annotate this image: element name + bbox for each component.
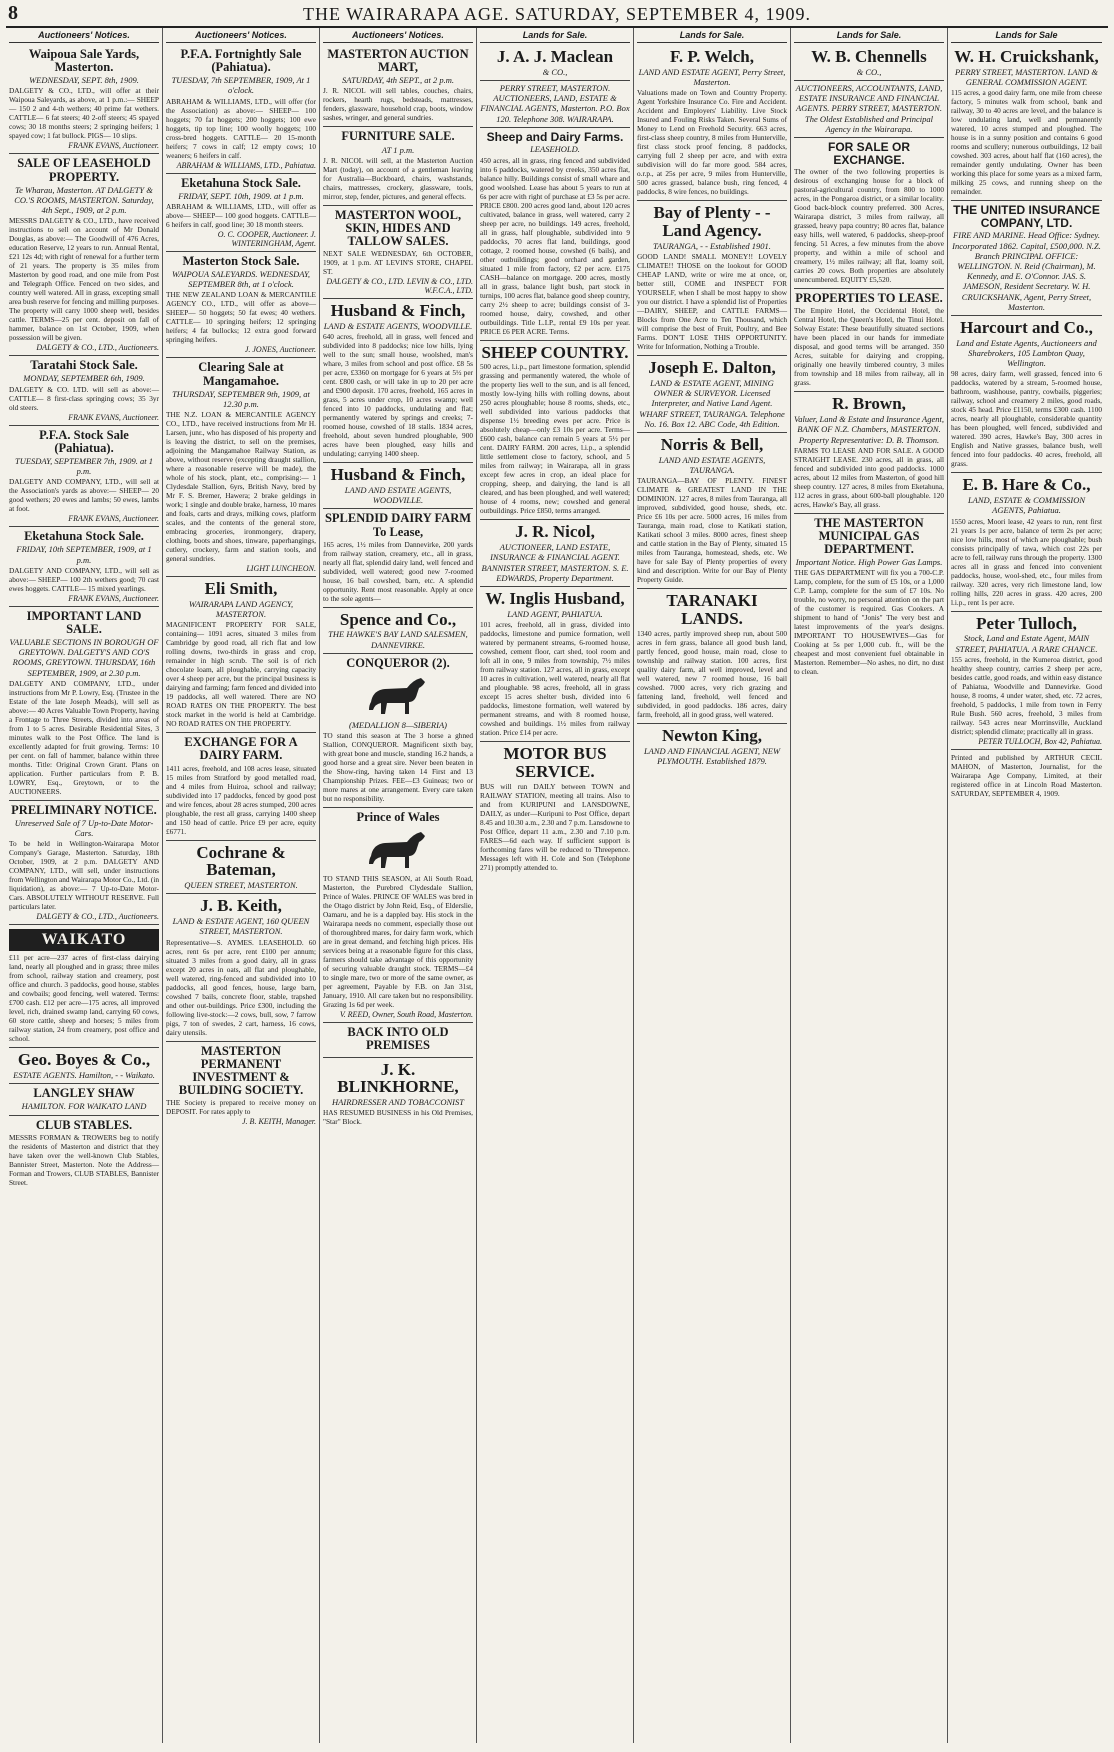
ad-signature: LIGHT LUNCHEON. xyxy=(246,564,316,574)
column-5 xyxy=(634,28,791,1743)
ad-title: TARANAKI LANDS. xyxy=(666,591,758,628)
ad-subtitle: PERRY STREET, MASTERTON. LAND & GENERAL COMMISSION AGENT. xyxy=(954,66,1099,88)
ad-title: Harcourt and Co., xyxy=(960,317,1093,337)
advertisement xyxy=(951,750,1102,802)
ad-subtitle: FRIDAY, SEPT. 10th, 1909. at 1 p.m. xyxy=(178,190,304,201)
advertisement xyxy=(794,81,944,138)
ad-subtitle: Important Notice. High Power Gas Lamps. xyxy=(795,557,943,568)
ad-subtitle: TAURANGA, - - Established 1901. xyxy=(653,240,771,251)
ad-title: Taratahi Stock Sale. xyxy=(30,358,138,373)
ad-body: The Empire Hotel, the Occidental Hotel, the Central Hotel, the Queen's Hotel, the Tinui Hotel. Solway Estate: These beautifully situated sections have been placed in our hands for immediate disposal, and good terms will be arranged. 350 Acres, suitable for dairying and cropping, originally one heavily timbered country, 3 miles from township and 18 miles from railway, all in grass. xyxy=(794,306,944,388)
ad-body: BUS will run DAILY between TOWN and RAILWAY STATION, meeting all trains. Also to and from KURIPUNI and LANSDOWNE, DAILY, as under—Kuripuni to Post Office, depart 8.45 and 10.30 a.m., 2.30 and 7 p.m. Lansdowne to Post Office, depart 11 a.m., 2.30 and 7.10 p.m. FARES—6d each way. If sufficient support is forthcoming fares will be reduced to Threepence. Messages left with H. Cole and Son (Telephone 271) promptly attended to. xyxy=(480,781,630,872)
advertisement xyxy=(166,1042,316,1130)
horse-illustration xyxy=(323,672,473,718)
ad-title: MOTOR BUS SERVICE. xyxy=(503,744,607,781)
ad-title: Husband & Finch, xyxy=(330,465,466,485)
ad-subtitle: FIRE AND MARINE. Head Office: Sydney. Incorporated 1862. Capital, £500,000. N.Z. Branch PRINCIPAL OFFICE: WELLINGTON. N. Reid (Chairman), M. Kennedy, and E. O'Connor. JAS. S. JAMESON, Resident Secretary. W. H. CRUICKSHANK, Agent, Perry Street, Masterton. xyxy=(952,230,1101,312)
ad-body: MESSRS FORMAN & TROWERS beg to notify the residents of Masterton and district that they have taken over the well-known Club Stables, Bannister Street, Masterton. Note the Address— Forman and Trowers, CLUB STABLES, Bannister Street. xyxy=(9,1132,159,1187)
advertisement xyxy=(166,894,316,1041)
ad-title: MASTERTON PERMANENT INVESTMENT & BUILDING SOCIETY. xyxy=(178,1043,304,1097)
column-heading: Lands for Sale xyxy=(951,28,1102,43)
ad-body: 450 acres, all in grass, ring fenced and subdivided into 6 paddocks, watered by creeks, 350 acres flat, balance hilly. Buildings consist of small whare and good woolshed. Lease has about 5 years to run at 6s per acre with right of purchase at £3 5s per acre. PRICE £800. 200 acres good land, about 120 acres cultivated, balance in grass, well watered, carry 2 sheep per acre, no buildings. 149 acres, freehold, all in grass, half ploughable, subdivided into 9 paddocks, 70 acres flat land, buildings, good cottage, 2 roomed house, cowshed (6 bails), and other outbuildings; good orchard and garden, situated 1 mile from factory, £2 per acre. £175 CASH—balance on mortgage. 200 acres, mostly all in grass, balance light bush, part stock in turnips, 100 acres flat, balance good sheep country, carry 2½ sheep to acre; buildings consist of 3-roomed house, dairy, cowshed, and other outbuildings. Title L.I.P., rental £9 10s per year. PRICE £6 PER ACRE. Terms. xyxy=(480,155,630,336)
advertisement xyxy=(9,1048,159,1084)
ad-subtitle: MONDAY, SEPTEMBER 6th, 1909. xyxy=(23,373,145,384)
advertisement xyxy=(480,341,630,521)
ad-subtitle: AUCTIONEER, LAND ESTATE, INSURANCE & FINANCIAL AGENT. BANNISTER STREET, MASTERTON. S. E. EDWARDS, Property Department. xyxy=(481,542,629,583)
advertisement xyxy=(9,426,159,528)
advertisement xyxy=(9,607,159,801)
ad-title: R. Brown, xyxy=(832,394,906,414)
ad-title: SALE OF LEASEHOLD PROPERTY. xyxy=(17,156,151,184)
ad-body: TO STAND THIS SEASON, at Ali South Road, Masterton, the Purebred Clydesdale Stallion, Prince of Wales. PRINCE OF WALES was bred in the Otago district by John Reid, Esq., of Elderslie, Oamaru, and he is a dappled bay. His stock in the Wairarapa needs no comment, especially those out of thoroughbred mares, for dairy farm work, which are in great demand, and fetching high prices. His services being at a reasonable figure for this class, farmers should take advantage of this opportunity of securing valuable draught stock. TERMS—£4 to single mare, two or more of the same owner, as per agreement, Payable by F.B. on Jan 31st, January, 1910. All care taken but no responsibility. Grazing 1s 6d per week. xyxy=(323,874,473,1010)
ad-subtitle: PERRY STREET, MASTERTON. AUCTIONEERS, LAND, ESTATE & FINANCIAL AGENTS, Masterton. P.O. Box 120. Telephone 308. WAIRARAPA. xyxy=(480,83,630,124)
ad-signature: DALGETY & CO., LTD., Auctioneers. xyxy=(36,912,159,922)
ad-subtitle: THURSDAY, SEPTEMBER 9th, 1909, at 12.30 p.m. xyxy=(172,388,310,409)
ad-title: Prince of Wales xyxy=(356,810,440,825)
ad-body: ABRAHAM & WILLIAMS, LTD., will offer (for the Association) as above:— SHEEP— 100 hoggets; 70 fat hoggets; 200 hoggets; 100 ewe hoggets, tip top line; 100 woolly hoggets; 100 cross-bred hoggets. CATTLE— 20 15-month heifers; 7 cows in calf; 12 empty cows; 10 weaners; 6 heifers in calf. xyxy=(166,96,316,160)
advertisement xyxy=(9,527,159,607)
advertisement xyxy=(166,174,316,252)
advertisement xyxy=(9,801,159,926)
ad-signature: J. JONES, Auctioneer. xyxy=(244,345,316,355)
ad-title: Peter Tulloch, xyxy=(976,613,1077,633)
advertisement xyxy=(9,925,159,1048)
ad-title: FOR SALE OR EXCHANGE. xyxy=(827,139,910,167)
column-7 xyxy=(948,28,1105,1743)
ad-title: PRELIMINARY NOTICE. xyxy=(11,802,157,817)
ad-subtitle: FRIDAY, 10th SEPTEMBER, 1909, at 1 p.m. xyxy=(16,544,152,565)
advertisement xyxy=(637,356,787,433)
ad-title: THE UNITED INSURANCE COMPANY, LTD. xyxy=(953,203,1100,230)
ad-body: NEXT SALE WEDNESDAY, 6th OCTOBER, 1909, at 1 p.m. AT LEVIN'S STORE, CHAPEL ST. xyxy=(323,249,473,277)
ad-title: Joseph E. Dalton, xyxy=(648,358,776,378)
ad-title: EXCHANGE FOR A DAIRY FARM. xyxy=(184,735,298,763)
ad-title: Husband & Finch, xyxy=(330,301,466,321)
ad-body: J. R. NICOL will sell, at the Masterton Auction Mart (today), on account of a gentleman leaving for Australia—Buckboard, chairs, washstands, chairs, mattresses, crockery, glassware, tools, mirror, step, fender, pictures, and general effects. xyxy=(323,155,473,201)
ad-title: P.F.A. Stock Sale (Pahiatua). xyxy=(39,427,129,455)
ad-body: 98 acres, dairy farm, well grassed, fenced into 6 paddocks, watered by a stream, 5-roomed house, bathroom, washhouse, pantry, cowbails, piggeries; railway, school and creamery 2 miles, good roads, stock 45 head. Price £1150, terms £300 cash. 1100 acres, nearly all ploughable, considerable quantity has been ploughed, well fenced, subdivided and watered. 390 acres, Hawke's Bay, 300 acres in English and Native grasses, balance bush, well fenced into four paddocks. 40 acres, freehold, all grass. xyxy=(951,369,1102,469)
ad-title: IMPORTANT LAND SALE. xyxy=(26,608,142,636)
ad-subtitle: Stock, Land and Estate Agent, MAIN STREET, PAHIATUA. A RARE CHANCE. xyxy=(955,633,1098,654)
horse-illustration xyxy=(323,826,473,872)
ad-title: W. H. Cruickshank, xyxy=(954,47,1099,66)
ad-title: P.F.A. Fortnightly Sale (Pahiatua). xyxy=(180,47,302,75)
ad-title: Spence and Co., xyxy=(339,609,457,629)
ad-title: Bay of Plenty - - Land Agency. xyxy=(653,203,771,241)
ad-subtitle: Land and Estate Agents, Auctioneers and Sharebrokers, 105 Lambton Quay, Wellington. xyxy=(956,337,1097,369)
ad-title: J. B. Keith, xyxy=(200,896,282,916)
ad-title: SHEEP COUNTRY. xyxy=(481,342,629,362)
ad-subtitle: QUEEN STREET, MASTERTON. xyxy=(184,880,298,891)
ad-subtitle: LAND AND ESTATE AGENTS, WOODVILLE. xyxy=(344,485,452,506)
advertisement xyxy=(166,841,316,895)
advertisement xyxy=(951,45,1102,201)
advertisement xyxy=(9,1084,159,1115)
ad-body: 101 acres, freehold, all in grass, divided into paddocks, limestone and pumice formation, well watered by permanent streams, 6-roomed house, cowshed, cement floor, cart shed, tool room and loft all in one, 9 miles from township, 7½ miles from railway station. 127 acres, all in grass, except 10 acres in cultivation, well watered, nearly all flat and ploughable. 98 acres, freehold, all in grass except 15 acres shelter bush, divided into 6 paddocks, limestone formation, well watered by permanent streams, and with 8 roomed house, cowshed and buildings. 1½ miles from railway station. Price £14 per acre. xyxy=(480,620,630,738)
advertisement xyxy=(480,742,630,876)
ad-body: MAGNIFICENT PROPERTY FOR SALE, containing— 1091 acres, situated 3 miles from Cambridge by good road, all rich flat and low rolling downs, two-thirds in grass and crop, remainder in high scrub. The soil is of rich chocolate loam, all ploughable, carrying capacity over 4 sheep per acre, but the principal business is dairying and farming; farm fenced and divided into 19 paddocks, all well watered. There are NO ROAD RATES ON THE PROPERTY. The best stock market in the world is held at Cambridge. NO ROAD RATES ON THE PROPERTY. xyxy=(166,620,316,729)
ad-body: DALGETY AND COMPANY, LTD., under instructions from Mr P. Lowry, Esq. (Trustee in the Estate of the late Joseph Meads), will sell as above:— 40 Acres Valuable Town Property, having a Frontage to Three Streets, divided into areas of from 1 to 5 acres. Desirable Residential Sites, 3 minutes walk to the Post Office. The land is excellently adapted for fruit growing. Terms: 10 per cent. on fall of hammer, balance within three months. Title: Original Crown Grant. Plans on application. Further particulars from P. B. LOWRY, Esq., Greytown, or to the AUCTIONEERS. xyxy=(9,678,159,796)
columns-container xyxy=(6,28,1108,1743)
advertisement xyxy=(637,433,787,589)
ad-body: ABRAHAM & WILLIAMS, LTD., will offer as above— SHEEP— 100 good hoggets. CATTLE— 6 heifers in calf, good line; 30 18 month steers. xyxy=(166,201,316,229)
ad-title: Sheep and Dairy Farms. xyxy=(486,129,624,144)
ad-title: Eli Smith, xyxy=(204,579,278,599)
ad-title: THE MASTERTON MUNICIPAL GAS DEPARTMENT. xyxy=(814,515,924,556)
newspaper-title: THE WAIRARAPA AGE. SATURDAY, SEPTEMBER 4, 1909. xyxy=(302,4,812,24)
advertisement xyxy=(323,299,473,463)
ad-subtitle: LAND & ESTATE AGENTS, WOODVILLE. xyxy=(323,320,473,331)
ad-body: HAS RESUMED BUSINESS in his Old Premises, "Star" Block. xyxy=(323,1108,473,1127)
ad-subtitle: LAND & ESTATE AGENT, MINING OWNER & SURVEYOR. Licensed Interpreter, and Native Land Agent. WHARF STREET, TAURANGA. Telephone No. 16. Box 12. ABC Code, 4th Edition. xyxy=(639,377,785,429)
ad-subtitle: & CO., xyxy=(856,66,882,77)
advertisement xyxy=(323,206,473,299)
ad-signature: J. B. KEITH, Manager. xyxy=(242,1117,316,1127)
ad-body: 1411 acres, freehold, and 108 acres lease, situated 15 miles from Stratford by good metalled road, and 4 miles from Huiroa, school and railway; subdivided into 17 paddocks, fenced by good post and wire fences, about 28 acres stumped, 200 acres ploughable, the rest all grass, carrying 1400 sheep and 150 head of cattle. Price £9 per acre, equity £6771. xyxy=(166,763,316,836)
ad-title: PROPERTIES TO LEASE. xyxy=(795,291,943,306)
advertisement xyxy=(951,473,1102,611)
ad-title: Cochrane & Bateman, xyxy=(196,842,286,880)
ad-signature: PETER TULLOCH, Box 42, Pahiatua. xyxy=(978,736,1102,746)
ad-title: J. R. Nicol, xyxy=(515,522,595,542)
ad-signature: ABRAHAM & WILLIAMS, LTD., Pahiatua. xyxy=(176,160,316,170)
ad-title: WAIKATO xyxy=(9,929,159,951)
ad-title: BACK INTO OLD PREMISES xyxy=(347,1025,449,1053)
ad-body: 1550 acres, Moori lease, 42 years to run, rent first 21 years 1s per acre, balance of term 2s per acre; nice low hills, most of which are ploughable; bush consists principally of tawa, which cost 22s per acre to fell, railway runs through the property. 1300 acres all in grass and fenced into convenient paddocks, house, wool-shed, etc., four miles from railway. 320 acres, very rich limestone land, low rolling hills, 220 acres in grass. 420 acres, 200 l.i.p., rent 1s per acre. xyxy=(951,516,1102,607)
ad-body: GOOD LAND! SMALL MONEY!! LOVELY CLIMATE!! THOSE on the lookout for GOOD CHEAP LAND, write or wire me at once, or, better still, COME and INSPECT FOR YOURSELF, when I shall be most happy to show you our district. I have a splendid list of Properties—DAIRY, SHEEP, and CATTLE FARMS—Blocks from One Acre to Ten Thousand, which will comprise the best of Fruit, Poultry, and Bee Farms. DON'T LOSE THIS OPPORTUNITY. Write for Information, Nothing a Trouble. xyxy=(637,252,787,352)
advertisement xyxy=(951,612,1102,750)
advertisement xyxy=(794,392,944,513)
ad-subtitle: (MEDALLION 8—SIBERIA) xyxy=(349,719,447,730)
advertisement xyxy=(794,45,944,81)
ad-subtitle: LAND AND FINANCIAL AGENT, NEW PLYMOUTH. Established 1879. xyxy=(643,745,781,766)
ad-title: MASTERTON WOOL, SKIN, HIDES AND TALLOW SALES. xyxy=(334,207,462,248)
ad-subtitle: LEASEHOLD. xyxy=(530,144,580,155)
ad-body: 640 acres, freehold, all in grass, well fenced and subdivided into 8 paddocks; nice low hills, lying well to the sun; small house, woolshed, man's whare, 3 miles from school and post office. £8 5s per acre, £3360 on mortgage for 6 years at 5½ per cent. £800 cash, or will take in up to 20 per acre and £900 deposit. 170 acres, freehold, 165 acres in grass, 5 acres under crop, 10 acres swamp; well fenced into 10 paddocks, undulating and flat; permanently watered by springs and creeks; 7-roomed house, cowshed of 18 stalls. 1834 acres, freehold, about seven hundred ploughable, 900 acres have been ploughed, easy hills and undulating; carrying 1400 sheep. xyxy=(323,332,473,459)
ad-body: THE GAS DEPARTMENT will fix you a 700-C.P. Lamp, complete, for the sum of £5 10s, or a 1,000 C.P. Lamp, complete for the sum of £7 10s. No trouble, no worry, no personal attention on the part of the customer is required. Gas Cookers. A shipment to hand of "Jonis" The very best and latest improvements of the year's designs. IMPORTANT TO HOUSEWIVES—Gas for Cooking at 5s per 1,000 cub. ft., will be the cheapest and most convenient fuel obtainable in Masterton. Remember—No ashes, no dirt, no dust to clean. xyxy=(794,568,944,677)
ad-signature: DALGETY & CO., LTD. LEVIN & CO., LTD. W.F.C.A., LTD. xyxy=(326,277,473,296)
advertisement xyxy=(323,808,473,1023)
ad-signature: FRANK EVANS, Auctioneer. xyxy=(68,593,159,603)
ad-title: W. Inglis Husband, xyxy=(485,589,625,608)
column-heading: Lands for Sale. xyxy=(637,28,787,43)
ad-subtitle: Te Wharau, Masterton. AT DALGETY & CO.'S ROOMS, MASTERTON. Saturday, 4th Sept., 1909, at 2 p.m. xyxy=(14,184,154,216)
advertisement xyxy=(323,45,473,127)
advertisement xyxy=(480,45,630,81)
ad-title: SPLENDID DAIRY FARM To Lease, xyxy=(324,511,472,539)
advertisement xyxy=(9,1116,159,1191)
advertisement xyxy=(323,509,473,607)
ad-subtitle: & CO., xyxy=(542,66,568,77)
ad-signature: DALGETY & CO., LTD., Auctioneers. xyxy=(36,343,159,353)
advertisement xyxy=(9,356,159,425)
column-heading: Lands for Sale. xyxy=(794,28,944,43)
ad-title: LANGLEY SHAW xyxy=(33,1086,135,1101)
ad-title: Geo. Boyes & Co., xyxy=(17,1050,151,1070)
ad-signature: FRANK EVANS, Auctioneer. xyxy=(68,141,159,151)
advertisement xyxy=(794,514,944,681)
ad-body: THE N.Z. LOAN & MERCANTILE AGENCY CO., LTD., have received instructions from Mr H. Larsen, junr., who has disposed of his property and is leaving the district, to sell on the premises, adjoining the Mangamahoe Railway Station, as above, without reserve (excepting draught stallion, where a reasonable reserve will be made), the whole of his stock, plant, etc., comprising:— 1 Clydesdale Stallion, 6yrs, British Navy, bred by Mr F. S. Bremer, Hawera; 2 brake geldings in work; 1 single and double brake, harness, 10 mares and foals, carts and drays, milking cows, platform scales, and the contents of the general store, embracing groceries, ironmongery, drapery, clothing, boots and shoes, tinware, paperhangings, cutlery, crockery, farm and station tools, and general sundries. xyxy=(166,410,316,564)
column-6 xyxy=(791,28,948,1743)
ad-subtitle: AT 1 p.m. xyxy=(381,144,415,155)
column-1 xyxy=(6,28,163,1743)
ad-title: CLUB STABLES. xyxy=(35,1117,133,1132)
ad-body: 165 acres, 1½ miles from Dannevirke, 200 yards from railway station, creamery, etc., all in grass, nearly all flat, splendid dairy land, well fenced and subdivided, well watered; good new 7-roomed house, 16 bail cowshed, barn, etc. A splendid opportunity. Rent most reasonable. Apply at once to the sole agents— xyxy=(323,539,473,603)
advertisement xyxy=(480,128,630,341)
advertisement xyxy=(166,733,316,840)
ad-title: MASTERTON AUCTION MART, xyxy=(327,47,469,75)
ad-body: TO stand this season at The 3 horse a ghned Stallion, CONQUEROR. Magnificent sixth bay, with great bone and muscle, standing 16.2 hands, a good horse and a great sire. Never been beaten in the Show-ring, having taken 14 First and 13 Championship Prizes. FEE—£3 Guineas; two or more mares at one arrangement. Every care taken but no responsibility. xyxy=(323,731,473,804)
advertisement xyxy=(166,577,316,733)
ad-subtitle: LAND & ESTATE AGENT, 160 QUEEN STREET, MASTERTON. xyxy=(172,916,310,937)
ad-body: FARMS TO LEASE AND FOR SALE. A GOOD STRAIGHT LEASE. 230 acres, all in grass, all fenced and subdivided into good paddocks. 1000 acres, about 12 miles from Masterton, of good hill sheep country. 127 acres, 8 miles from Eketahuna, 112 acres in grass, about 600-ball ploughable. 120 acres, Hawke's Bay, all grass. xyxy=(794,445,944,509)
ad-title: F. P. Welch, xyxy=(670,47,754,66)
ad-signature: FRANK EVANS, Auctioneer. xyxy=(68,412,159,422)
ad-subtitle: AUCTIONEERS, ACCOUNTANTS, LAND, ESTATE INSURANCE AND FINANCIAL AGENTS. PERRY STREET, MASTERTON. The Oldest Established and Principal Agency in the Wairarapa. xyxy=(795,83,943,134)
ad-body: DALGETY & CO. LTD. will sell as above:— CATTLE— 8 first-class springing cows; 35 3yr old steers. xyxy=(9,384,159,412)
column-heading: Auctioneers' Notices. xyxy=(323,28,473,43)
ad-subtitle: SATURDAY, 4th SEPT., at 2 p.m. xyxy=(341,75,455,86)
column-2 xyxy=(163,28,320,1743)
ad-body: Representative—S. AYMES. LEASEHOLD. 60 acres, rent 6s per acre, rent £100 per annum; situated 3 miles from a good dairy, all in grass except 20 acres in oats, all flat and ploughable, well watered, ring-fenced and subdivided into 10 paddocks, all good fences, house, large barn, cowshed 7 bails, concrete floor, stable, trapshed and other out-buildings. Price £300, including the following live-stock:—2 cows, bull, sow, 7 farrow pigs, 7 ton of swedes, 2 cart, harness, 16 cows, dairy utensils. xyxy=(166,937,316,1037)
advertisement xyxy=(323,463,473,509)
ad-body: The owner of the two following properties is desirous of exchanging house for a block of pastoral-agricultural country, from 800 to 1000 acres, in the Pongaroa district, or a similar locality. Good back-block country preferred. 300 Acres, Wairarapa district, 3 miles from railway, all grassed, heavy papa country; 80 acres flat, balance easy hills, well watered, 6 paddocks, sheep-proof fencing. 51 Acres, a few minutes from the above property, and within a mile of school and creamery, 1½ miles railway; all flat, loamy soil, carries 20 cows. Both properties are absolutely unencumbered. EQUITY £5,520. xyxy=(794,167,944,285)
ad-title: Norris & Bell, xyxy=(660,434,764,454)
ad-subtitle: ESTATE AGENTS. Hamilton, - - Waikato. xyxy=(13,1070,155,1081)
ad-body: 1340 acres, partly improved sheep run, about 500 acres in fern grass, balance all good bush land, partly fenced, good house, main road, close to township and railway station. 100 acres, first quality dairy farm, all well improved, level and well watered, new 7 roomed house, 16 bail cowshed. 7000 acres, very rich grazing and fattening land, freehold, well fenced and subdivided, in good paddocks. 186 acres, dairy farm, freehold, all in good grass, well watered. xyxy=(637,628,787,719)
advertisement xyxy=(323,654,473,808)
ad-subtitle: LAND AND ESTATE AGENTS, TAURANGA. xyxy=(658,454,766,475)
ad-body: J. R. NICOL will sell tables, couches, chairs, rockers, hearth rugs, bedsteads, mattresses, fenders, glassware, household crap, boots, window sashes, wringer, and general sundries. xyxy=(323,86,473,123)
ad-title: E. B. Hare & Co., xyxy=(962,475,1091,495)
advertisement xyxy=(794,138,944,289)
ad-title: Clearing Sale at Mangamahoe. xyxy=(198,360,284,388)
ad-signature: V. REED, Owner, South Road, Masterton. xyxy=(339,1010,473,1020)
advertisement xyxy=(951,316,1102,473)
advertisement xyxy=(166,358,316,577)
ad-signature: O. C. COOPER, Auctioneer. J. WINTERINGHAM, Agent. xyxy=(217,229,316,248)
ad-title: Masterton Stock Sale. xyxy=(182,253,300,268)
column-4 xyxy=(477,28,634,1743)
ad-subtitle: TUESDAY, SEPTEMBER 7th, 1909. at 1 p.m. xyxy=(14,455,154,476)
ad-title: Eketahuna Stock Sale. xyxy=(24,529,144,544)
ad-title: J. K. BLINKHORNE, xyxy=(337,1059,459,1097)
ad-body: £11 per acre—237 acres of first-class dairying land, nearly all ploughed and in grass; three miles from school, railway station and creamery, post office and church. 3 paddocks, good house, stables and cowbails; good fencing, well watered. Terms: £700 cash. £12 per acre—175 acres, all improved level, rich, drained swamp land, carrying 60 cows, 60 store cattle, sheep and horses; 5 miles from railway station, 24 from creamery, post office and school. xyxy=(9,953,159,1044)
advertisement xyxy=(323,127,473,205)
advertisement xyxy=(9,45,159,154)
ad-subtitle: TUESDAY, 7th SEPTEMBER, 1909, At 1 o'clock. xyxy=(171,75,311,96)
advertisement xyxy=(480,587,630,742)
ad-subtitle: HAMILTON. FOR WAIKATO LAND xyxy=(21,1101,147,1112)
ad-subtitle: Unreserved Sale of 7 Up-to-Date Motor-Cars. xyxy=(14,817,154,838)
ad-body: DALGETY AND COMPANY, LTD., will sell at the Association's yards as above:— SHEEP— 20 good wethers; 20 ewes and lambs; 50 ewes, lambs at foot. xyxy=(9,477,159,514)
advertisement xyxy=(9,154,159,356)
ad-body: THE NEW ZEALAND LOAN & MERCANTILE AGENCY CO., LTD., will offer as above— SHEEP— 50 hoggets; 50 fat ewes; 40 wethers. CATTLE— 10 springing heifers; 12 springing heifers; 4 fat bullocks; 12 extra good forward springing heifers. xyxy=(166,290,316,345)
ad-title: J. A. J. Maclean xyxy=(496,47,614,66)
advertisement xyxy=(480,81,630,128)
ad-body: TAURANGA—BAY OF PLENTY. FINEST CLIMATE & GREATEST LAND IN THE DOMINION. 127 acres, 8 miles from Tauranga, all improved, subdivided, good house, sheds, etc. Price £6 10s per acre. 5000 acres, 16 miles from Tauranga, main road, close to Katikati station, Katikati school 3 miles. 8000 acres, finest sheep and cattle station in the Bay of Plenty, situated 15 miles from Tauranga, homestead, sheds, etc. We have for sale Bay of Plenty properties of every kind and description. Write for our Bay of Plenty Property Guide. xyxy=(637,476,787,585)
column-3 xyxy=(320,28,477,1743)
ad-body: 500 acres, l.i.p., part limestone formation, splendid grassing and permanently watered, the whole of the property lies well to the sun, and is all fenced, mostly low-lying hills with rolling downs, about 250 acres ploughable; house 8 rooms, sheds, etc., well subdivided into various paddocks that dispense 1½ breeding ewes per acre. Price is absolutely cheap—only £3 10s per acre. Terms—£600 cash, balance can remain 5 years at 5½ per cent. DAIRY FARM. 200 acres, l.i.p., a splendid little settlement close to factory, school, and 5 miles from railway; in Wairarapa, all in grass except few acres in crop, an ideal place for cropping, sheep, and dairying, the land is all cleared, and has been ploughed, and well watered; house of 4 rooms, new; cowshed and general outbuildings. Price £850, terms arranged. xyxy=(480,362,630,516)
ad-title: W. B. Chennells xyxy=(811,47,927,66)
advertisement xyxy=(166,252,316,359)
ad-title: Eketahuna Stock Sale. xyxy=(181,175,301,190)
ad-subtitle: LAND AND ESTATE AGENT, Perry Street, Masterton. xyxy=(638,66,786,88)
ad-body: 115 acres, a good dairy farm, one mile from cheese factory, 5 minutes walk from school, bank and railway, 30 to 40 acres are level, and the balance is low undulating land, well and permanently watered, 10 acres stumped and ploughed. The house is in a sunny position and contains 6 good rooms and scullery; nunerous outbuildings, 12 bail cowshed. 303 acres, about half flat (160 acres), the remainder gently undulating. Owner has been working this place for some years as a mixed farm, milking 25 cows, and running sheep on the remainder. xyxy=(951,88,1102,197)
ad-title: CONQUEROR (2). xyxy=(346,655,450,670)
advertisement xyxy=(480,520,630,587)
ad-subtitle: LAND, ESTATE & COMMISSION AGENTS, Pahiatua. xyxy=(967,495,1086,516)
advertisement xyxy=(637,589,787,724)
ad-body: DALGETY & CO., LTD., will offer at their Waipoua Saleyards, as above, at 1 p.m.:— SHEEP— 150 2 and 4-th wethers; 40 prime fat wethers. CATTLE— 6 fat steers; 40 2-off steers; 45 spayed cows; 30 18 months steers; 2 springing heifers; 1 spayed cow; 1 fat bullock. PIGS— 10 slips. xyxy=(9,86,159,141)
advertisement xyxy=(323,608,473,654)
column-heading: Auctioneers' Notices. xyxy=(9,28,159,43)
column-heading: Auctioneers' Notices. xyxy=(166,28,316,43)
ad-body: To be held in Wellington-Wairarapa Motor Company's Garage, Masterton. Saturday, 18th October, 1909, at 2 p.m. DALGETY AND COMPANY, LTD., will sell, under instructions from Wellington and Wairarapa Motor Co., Ltd. (in liquidation), as above:— 7 Up-to-Date Motor-Cars. ABSOLUTELY WITHOUT RESERVE. Full particulars later. xyxy=(9,839,159,912)
advertisement xyxy=(323,1023,473,1057)
ad-title: Waipoua Sale Yards, Masterton. xyxy=(28,47,140,75)
advertisement xyxy=(323,1058,473,1131)
advertisement xyxy=(637,45,787,201)
masthead xyxy=(6,4,1108,28)
ad-body: 155 acres, freehold, in the Kumeroa district, good healthy sheep country, carries 2 sheep per acre, besides cattle, good roads, and within easy distance of Pahiatua, Woodville and Dannevirke. Good house, 8 rooms, 4 under water, shed, etc. 72 acres, freehold, 5 paddocks, 1 mile from town in Ferry Rule Bush. 560 acres, freehold, 3 miles from railway. 543 acres near Morrinsville, Auckland district; splendid climate; practically all in grass. xyxy=(951,654,1102,736)
ad-subtitle: WAIRARAPA LAND AGENCY, MASTERTON. xyxy=(188,598,294,620)
ad-body: DALGETY AND COMPANY, LTD., will sell as above:— SHEEP— 100 2th wethers good; 70 cast ewes hoggets. CATTLE— 15 mixed yearlings. xyxy=(9,565,159,593)
ad-body: THE Society is prepared to receive money on DEPOSIT. For rates apply to xyxy=(166,1098,316,1117)
ad-subtitle: HAIRDRESSER AND TOBACCONIST xyxy=(332,1097,464,1108)
ad-body: Printed and published by ARTHUR CECIL MAHON, of Masterton, Journalist, for the Wairarapa Age Company, Limited, at their registered office in at Lincoln Road Masterton. SATURDAY, SEPTEMBER 4, 1909. xyxy=(951,752,1102,798)
advertisement xyxy=(637,201,787,356)
ad-subtitle: WEDNESDAY, SEPT. 8th, 1909. xyxy=(29,75,139,86)
ad-subtitle: VALUABLE SECTIONS IN BOROUGH OF GREYTOWN. DALGETY'S AND CO'S ROOMS, GREYTOWN. THURSDAY, 16th SEPTEMBER, 1909, at 2.30 p.m. xyxy=(9,636,159,678)
advertisement xyxy=(951,201,1102,316)
ad-subtitle: LAND AGENT, PAHIATUA. xyxy=(507,608,603,619)
advertisement xyxy=(794,289,944,392)
advertisement xyxy=(166,45,316,174)
page-number: 8 xyxy=(8,2,18,24)
ad-title: Newton King, xyxy=(661,725,763,745)
ad-signature: FRANK EVANS, Auctioneer. xyxy=(68,514,159,524)
advertisement xyxy=(637,724,787,769)
ad-subtitle: THE HAWKE'S BAY LAND SALESMEN, DANNEVIRKE. xyxy=(328,629,468,650)
ad-subtitle: Valuer, Land & Estate and Insurance Agent, BANK OF N.Z. Chambers, MASTERTON. Property Representative: D. B. Thomson. xyxy=(794,414,944,445)
ad-body: Valuations made on Town and Country Property. Agent Yorkshire Insurance Co. Fire and Accident. Accident and Employers' Liability. Live Stock Insured and Fouling Risks Taken. Several Sums of Money to Lend on Freehold Security. 663 acres, first-class sheep country, 8 miles from Hunterville, first class stock proof fencing, 8 paddocks, carrying full 2 sheep per acre, and with extra subdivision will do far more good. 584 acres, o.r.p., at 25s per acre, 9 miles from Hunterville, 500 acres grassed, balance bush, ring fenced, 4 paddocks, 8 wire fences, no buildings. xyxy=(637,88,787,197)
ad-title: FURNITURE SALE. xyxy=(341,129,455,144)
ad-subtitle: WAIPOUA SALEYARDS. WEDNESDAY, SEPTEMBER 8th, at 1 o'clock. xyxy=(171,269,311,290)
column-heading: Lands for Sale. xyxy=(480,28,630,43)
ad-body: MESSRS DALGETY & CO., LTD., have received instructions to sell on account of Mr Donald Douglas, as above:— The Goodwill of 476 Acres, education Reserve, 12 years to run. Annual Rental, £21 12s 4d; with right of renewal for a further term of 21 years. The property is 35 miles from Masterton by good road, and one mile from Post and Telegraph Office. Fenced on two sides, and country well watered. All in grass, excepting small area bush reserve for fencing and milling purposes. The property will carry 1000 sheep well, besides cattle. TERMS—25 per cent. deposit on fall of hammer, balance on 1st October, 1909, when possession will be given. xyxy=(9,216,159,343)
